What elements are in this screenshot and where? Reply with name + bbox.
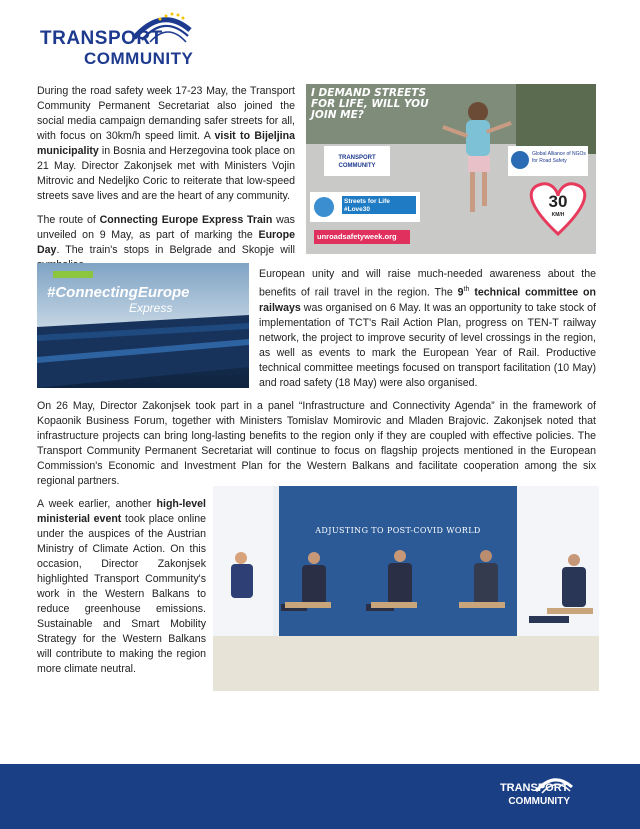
speed-unit-text: KM/H xyxy=(551,212,565,218)
alliance-text: Global Alliance of NGOs for Road Safety xyxy=(532,151,586,164)
footer-bar xyxy=(0,764,640,829)
panel-scene xyxy=(213,486,599,691)
paragraph-ministerial-event: A week earlier, another high-level ministerial event took place online under the auspices of the Austrian Ministry of Climate Action. On this occasion, Director Zakonjsek highlighted Transport Community's work in the Western Balkans to reduce greenhouse emissions. Sustainable and Smart Mobility Strategy for the Western Balkans will contribute to making the region more climate neutral. xyxy=(37,498,206,675)
paragraph-road-safety: During the road safety week 17-23 May, the Transport Community Permanent Secretariat also joined the social media campaign demanding safer streets for all, with focus on 30km/h speed limit. A visit to Bijeljina municipality in Bosnia and Herzegovina took place on 21 May. Director Zakonjsek met with Ministers Vojin Mitrovic and Nedeljko Coric to reiterate that low-speed streets save lives and are the heart of any community. xyxy=(37,85,295,202)
footer-logo-line1: TRANSPORT xyxy=(499,782,569,794)
panel-discussion-photo xyxy=(213,486,599,691)
ministerial-event-highlight: high-level ministerial event xyxy=(37,498,206,525)
logo-line2: COMMUNITY xyxy=(84,49,194,68)
love30-text: #Love30 xyxy=(344,206,371,213)
speed-30-text: 30 xyxy=(548,192,568,211)
bijeljina-visit-highlight: visit to Bijeljina municipality xyxy=(37,130,295,157)
slogan-text: I DEMAND STREETS FOR LIFE, WILL YOU JOIN ME? xyxy=(311,87,429,121)
logo-line1: TRANSPORT xyxy=(40,28,163,49)
europe-day-highlight: Europe Day xyxy=(37,229,295,256)
paragraph-rail-committee: European unity and will raise much-needed awareness about the benefits of rail travel in the region. The 9th technical committee on railways was organised on 6 May. It was an opportunity to take stock of implementation of TCT's Rail Action Plan, progress on TEN-T railway network, the project to improve security of level crossings in the region, as well as events to mark the European Year of Rail. Productive technical committee meetings focused on transport facilitation (10 May) and road safety (18 May) were also organised. xyxy=(259,268,596,389)
footer-logo xyxy=(498,782,570,808)
connecting-europe-highlight: Connecting Europe Express Train xyxy=(99,214,273,226)
paragraph-connecting-europe: The route of Connecting Europe Express Train was unveiled on 9 May, as part of marking the Europe Day. The train's stops in Belgrade and Skopje will xyxy=(37,214,295,256)
panel-banner-text: ADJUSTING TO POST-COVID WORLD xyxy=(315,526,481,535)
connecting-europe-hashtag: #ConnectingEurope xyxy=(47,284,190,301)
train-scene xyxy=(37,263,249,388)
technical-committee-highlight: technical committee on railways xyxy=(259,286,596,314)
road-safety-photo xyxy=(306,84,596,254)
footer-logo-line2: COMMUNITY xyxy=(508,796,570,807)
streets-for-life-text: Streets for Life xyxy=(344,198,390,205)
connecting-europe-photo xyxy=(37,263,249,388)
photo-tc-logo: TRANSPORT COMMUNITY xyxy=(338,155,376,169)
site-url-text: unroadsafetyweek.org xyxy=(317,232,397,241)
transport-community-logo xyxy=(40,8,194,68)
express-subtitle: Express xyxy=(129,301,173,315)
paragraph-kopaonik-forum: On 26 May, Director Zakonjsek took part in a panel “Infrastructure and Connectivity Agenda” in the framework of Kopaonik Business Forum, together with Ministers Tomislav Momirovic and Mladen Brajovic. Zakonjsek noted that infrastructure projects can bring long-lasting benefits to the region only if they are coupled with effective policies. The Transport Community Permanent Secretariat will continue to focus on flagship projects mentioned in the European Commission's Economic and Investment Plan for the Western Balkans and facilitate cooperation among the six regional partners. xyxy=(37,400,596,487)
